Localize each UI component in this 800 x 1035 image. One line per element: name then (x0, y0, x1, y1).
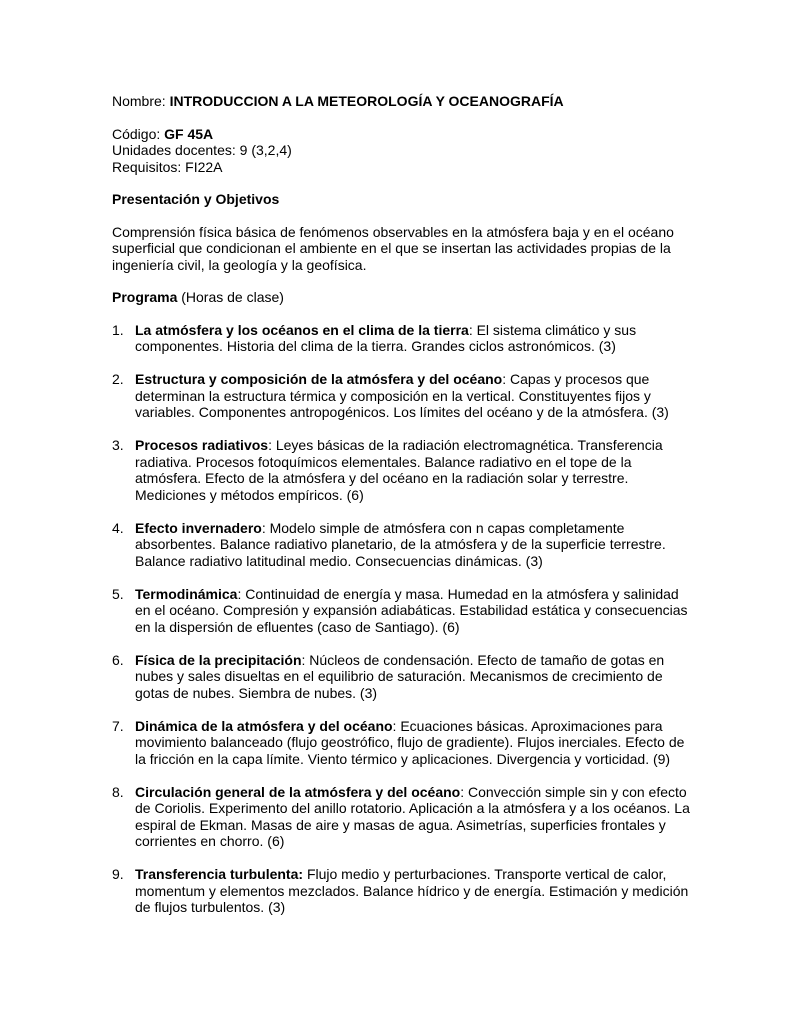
program-list (112, 322, 692, 916)
program-item-title: Transferencia turbulenta: (135, 866, 304, 882)
course-code-line (112, 126, 692, 143)
program-item-text: Leyes básicas de la radiación electromagnética. Transferencia radiativa. Procesos fotoquímicos elementales. Balance radiativo en el tope de la atmósfera. Efecto de la atmósfera y del océano en la radiación solar y terrestre. Mediciones y métodos empíricos. (6) (135, 437, 663, 503)
program-item-number: 1. (112, 321, 124, 338)
program-item (112, 520, 692, 570)
program-item-text: Núcleos de condensación. Efecto de tamaño de gotas en nubes y sales disueltas en el equilibrio de saturación. Mecanismos de crecimiento de gotas de nubes. Siembra de nubes. (3) (135, 651, 665, 701)
program-item-number: 3. (112, 437, 124, 453)
program-item-text: Ecuaciones básicas. Aproximaciones para movimiento balanceado (flujo geostrófico, flujo de gradiente). Flujos inerciales. Efecto de la fricción en la capa límite. Viento térmico y aplicaciones. Divergencia y vorticidad. (9) (135, 717, 685, 767)
program-item-separator: : (502, 371, 511, 387)
program-item-title: Física de la precipitación (135, 651, 302, 668)
document-content (112, 93, 692, 932)
program-item-number: 7. (112, 717, 124, 734)
program-item-text: El sistema climático y sus componentes. Historia del clima de la tierra. Grandes ciclos astronómicos. (3) (135, 321, 637, 354)
program-item-separator: : (237, 585, 246, 602)
program-item-title: Efecto invernadero (135, 519, 262, 536)
program-item-number: 4. (112, 519, 124, 536)
program-item-text: Convección simple sin y con efecto de Coriolis. Experimento del anillo rotatorio. Aplicación a la atmósfera y a los océanos. La espiral de Ekman. Masas de aire y masas de agua. Asimetrías, superficies frontales y corrientes en chorro. (6) (135, 783, 690, 849)
program-item-text: Continuidad de energía y masa. Humedad en la atmósfera y salinidad en el océano. Compresión y expansión adiabáticas. Estabilidad estática y consecuencias en la dispersión de efluentes (caso de Santiago). (6) (135, 585, 688, 635)
program-item (112, 718, 692, 768)
course-name-label: Nombre: (112, 93, 166, 109)
program-item-title: Dinámica de la atmósfera y del océano (135, 717, 393, 734)
program-heading: Programa (112, 289, 178, 305)
program-item-body (135, 322, 692, 355)
course-code-value: GF 45A (164, 125, 214, 142)
course-units-line: Unidades docentes: 9 (3,2,4) (112, 142, 292, 158)
program-item-body (135, 520, 692, 570)
program-item-body (135, 437, 692, 503)
program-item-separator: : (460, 783, 469, 800)
program-item (112, 371, 692, 421)
program-item-separator: : (392, 717, 401, 734)
course-name-value: INTRODUCCION A LA METEOROLOGÍA Y OCEANOGRAFÍA (169, 93, 564, 109)
course-code-label: Código: (112, 125, 161, 142)
spacer (112, 175, 692, 191)
program-item-number: 8. (112, 783, 124, 800)
program-item-number: 6. (112, 651, 124, 668)
program-item (112, 586, 692, 636)
program-item (112, 866, 692, 916)
program-item-text: Capas y procesos que determinan la estructura térmica y composición en la vertical. Constituyentes fijos y variables. Componentes antropogénicos. Los límites del océano y de la atmósfera. (3) (135, 371, 669, 420)
program-item-separator: : (268, 437, 276, 453)
program-item-separator: : (261, 519, 270, 536)
program-item (112, 652, 692, 702)
program-item-body (135, 371, 692, 421)
program-item-number: 9. (112, 866, 124, 882)
presentation-heading: Presentación y Objetivos (112, 191, 280, 207)
program-item-body (135, 652, 692, 702)
course-requirements-line: Requisitos: FI22A (112, 158, 223, 175)
program-item (112, 437, 692, 503)
program-item-title: Termodinámica (135, 585, 238, 602)
program-item (112, 784, 692, 850)
spacer (112, 273, 692, 289)
program-item-title: Procesos radiativos (135, 437, 269, 453)
program-item-body (135, 586, 692, 636)
program-item-body (135, 866, 692, 916)
program-item (112, 322, 692, 355)
program-heading-note: (Horas de clase) (177, 289, 284, 305)
program-item-text: Modelo simple de atmósfera con n capas completamente absorbentes. Balance radiativo planetario, de la atmósfera y de la superficie terrestre. Balance radiativo latitudinal medio. Consecuencias dinámicas. (3) (135, 519, 666, 569)
program-item-text: Flujo medio y perturbaciones. Transporte vertical de calor, momentum y elementos mezclados. Balance hídrico y de energía. Estimación y medición de flujos turbulentos. (3) (135, 866, 689, 915)
spacer (112, 110, 692, 126)
program-item-number: 5. (112, 585, 124, 602)
course-name-line (112, 93, 692, 110)
program-item-title: Circulación general de la atmósfera y del océano (135, 783, 461, 800)
program-item-body (135, 784, 692, 850)
program-item-title: La atmósfera y los océanos en el clima de la tierra (135, 321, 469, 338)
presentation-text: Comprensión física básica de fenómenos observables en la atmósfera baja y en el océano superficial que condicionan el ambiente en el que se insertan las actividades propias de la ingeniería civil, la geología y la geofísica. (112, 223, 674, 273)
program-item-body (135, 718, 692, 768)
program-item-separator: : (301, 651, 310, 668)
program-heading-line (112, 289, 692, 306)
program-item-separator: : (468, 321, 477, 338)
spacer (112, 208, 692, 224)
spacer (112, 306, 692, 322)
program-item-number: 2. (112, 371, 124, 387)
program-item-title: Estructura y composición de la atmósfera y del océano (135, 371, 503, 387)
